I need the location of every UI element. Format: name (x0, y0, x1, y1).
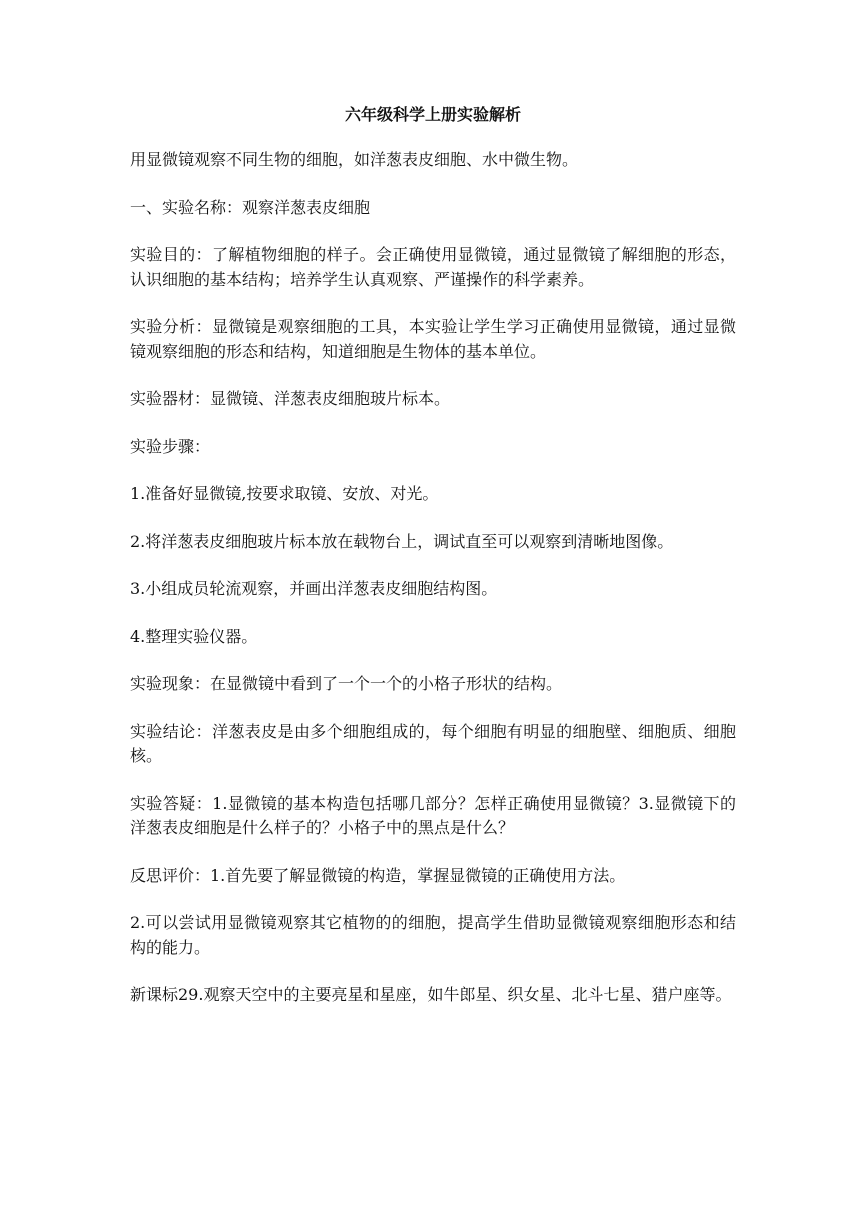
experiment-qa-paragraph: 实验答疑：1.显微镜的基本构造包括哪几部分？怎样正确使用显微镜？3.显微镜下的洋葱表皮细胞是什么样子的？小格子中的黑点是什么？ (130, 793, 736, 837)
intro-paragraph: 用显微镜观察不同生物的细胞，如洋葱表皮细胞、水中微生物。 (130, 150, 579, 169)
reflection-paragraph: 反思评价：1.首先要了解显微镜的构造，掌握显微镜的正确使用方法。 (130, 865, 626, 885)
step-4-paragraph: 4.整理实验仪器。 (130, 626, 258, 646)
experiment-name-paragraph: 一、实验名称：观察洋葱表皮细胞 (130, 197, 371, 217)
curriculum-standard-paragraph: 新课标29.观察天空中的主要亮星和星座，如牛郎星、织女星、北斗七星、猎户座等。 (130, 985, 732, 1004)
experiment-phenomenon-paragraph: 实验现象：在显微镜中看到了一个一个的小格子形状的结构。 (130, 674, 563, 693)
experiment-conclusion-paragraph: 实验结论：洋葱表皮是由多个细胞组成的，每个细胞有明显的细胞壁、细胞质、细胞核。 (130, 721, 736, 765)
step-3-paragraph: 3.小组成员轮流观察，并画出洋葱表皮细胞结构图。 (130, 579, 498, 598)
reflection-item-2-paragraph: 2.可以尝试用显微镜观察其它植物的的细胞，提高学生借助显微镜观察细胞形态和结构的能力。 (130, 913, 736, 957)
experiment-purpose-paragraph: 实验目的：了解植物细胞的样子。会正确使用显微镜，通过显微镜了解细胞的形态，认识细胞的基本结构；培养学生认真观察、严谨操作的科学素养。 (130, 245, 736, 289)
document-page (130, 104, 736, 1031)
step-2-paragraph: 2.将洋葱表皮细胞玻片标本放在载物台上，调试直至可以观察到清晰地图像。 (130, 531, 674, 551)
experiment-equipment-paragraph: 实验器材：显微镜、洋葱表皮细胞玻片标本。 (130, 389, 451, 408)
step-1-paragraph: 1.准备好显微镜,按要求取镜、安放、对光。 (130, 484, 439, 503)
experiment-steps-heading: 实验步骤： (130, 436, 211, 456)
experiment-analysis-paragraph: 实验分析：显微镜是观察细胞的工具，本实验让学生学习正确使用显微镜，通过显微镜观察细胞的形态和结构，知道细胞是生物体的基本单位。 (130, 317, 736, 361)
document-title: 六年级科学上册实验解析 (344, 105, 521, 124)
